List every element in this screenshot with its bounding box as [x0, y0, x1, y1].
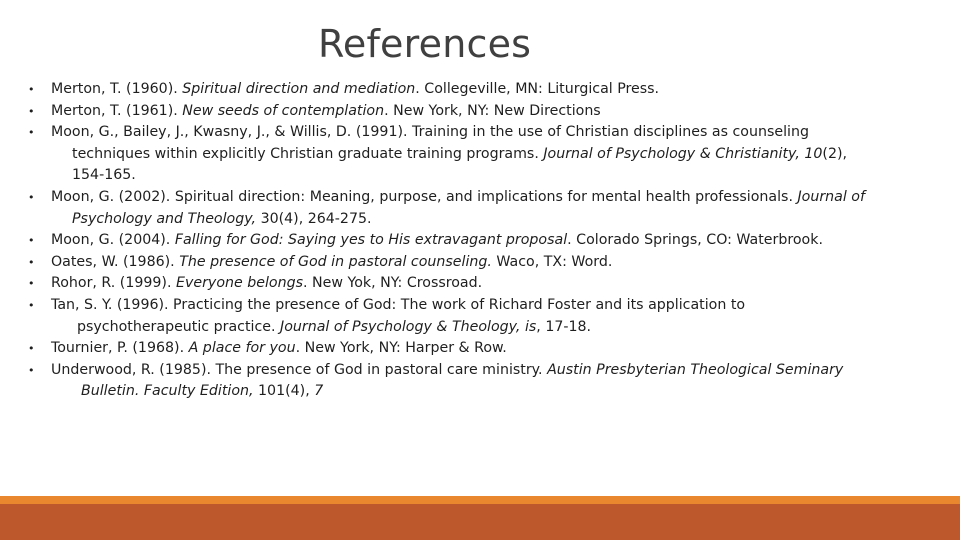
reference-text: Rohor, R. (1999).: [51, 275, 176, 292]
reference-line: [51, 252, 928, 274]
reference-continuation-line: [51, 317, 928, 339]
reference-line: [51, 338, 928, 360]
reference-text: techniques within explicitly Christian graduate training programs.: [72, 145, 544, 162]
reference-text: Underwood, R. (1985). The presence of God in pastoral care ministry.: [51, 361, 548, 378]
reference-text: . New York, NY: Harper & Row.: [295, 340, 507, 357]
reference-italic-text: Everyone belongs: [176, 275, 303, 292]
reference-text: 154-165.: [72, 167, 136, 184]
reference-continuation-line: [51, 209, 928, 231]
reference-list: [28, 79, 928, 403]
reference-item: [28, 230, 928, 252]
reference-italic-text: Spiritual direction and mediation: [182, 81, 416, 97]
slide-title: References: [318, 22, 532, 66]
reference-continuation-line: [51, 144, 928, 166]
reference-italic-text: Journal of Psychology & Theology, is: [280, 318, 537, 335]
footer-accent-bar: [0, 504, 960, 540]
reference-item: [28, 295, 928, 338]
reference-italic-text: 7: [314, 383, 324, 400]
reference-italic-text: A place for you: [188, 340, 296, 357]
reference-text: Tournier, P. (1968).: [51, 340, 189, 357]
reference-italic-text: The presence of God in pastoral counseling.: [179, 253, 492, 270]
reference-line: [51, 295, 928, 317]
reference-continuation-line: [51, 381, 928, 403]
reference-continuation-line: [51, 165, 928, 187]
reference-item: [28, 187, 928, 230]
reference-line: [51, 360, 928, 382]
reference-text: . New Yok, NY: Crossroad.: [302, 275, 483, 292]
reference-text: Moon, G. (2002). Spiritual direction: Meaning, purpose, and implications for mental health professionals.: [51, 188, 798, 205]
reference-line: [51, 101, 928, 123]
reference-line: [51, 230, 928, 252]
reference-item: [28, 273, 928, 295]
reference-italic-text: Psychology and Theology,: [72, 210, 261, 227]
reference-text: , 17-18.: [536, 318, 592, 335]
reference-text: . Collegeville, MN: Liturgical Press.: [415, 81, 660, 97]
reference-line: [51, 122, 928, 144]
reference-text: Merton, T. (1961).: [51, 102, 183, 119]
reference-text: psychotherapeutic practice.: [77, 318, 281, 335]
reference-italic-text: New seeds of contemplation: [182, 102, 385, 119]
reference-line: [51, 187, 928, 209]
reference-item: [28, 101, 928, 123]
reference-text: Moon, G. (2004).: [51, 232, 175, 249]
reference-text: Waco, TX: Word.: [491, 253, 613, 270]
reference-text: 101(4),: [258, 383, 315, 400]
reference-text: . Colorado Springs, CO: Waterbrook.: [567, 232, 823, 249]
reference-text: Tan, S. Y. (1996). Practicing the presence of God: The work of Richard Foster and its application to: [51, 296, 746, 313]
reference-item: [28, 360, 928, 403]
reference-italic-text: Falling for God: Saying yes to His extravagant proposal: [174, 232, 568, 249]
accent-strip: [0, 496, 960, 504]
reference-italic-text: Journal of: [797, 188, 865, 205]
reference-text: 30(4), 264-275.: [260, 210, 372, 227]
reference-item: [28, 252, 928, 274]
reference-text: Oates, W. (1986).: [51, 253, 180, 270]
reference-text: Merton, T. (1960).: [51, 81, 183, 97]
reference-text: (2),: [822, 145, 848, 162]
reference-italic-text: Journal of Psychology & Christianity, 10: [543, 145, 823, 162]
reference-line: [51, 79, 928, 101]
reference-text: Moon, G., Bailey, J., Kwasny, J., & Willis, D. (1991). Training in the use of Christian disciplines as counseling: [51, 124, 809, 141]
reference-item: [28, 122, 928, 187]
reference-item: [28, 338, 928, 360]
reference-italic-text: Bulletin. Faculty Edition,: [81, 383, 259, 400]
reference-item: [28, 79, 928, 101]
reference-italic-text: Austin Presbyterian Theological Seminary: [547, 361, 844, 378]
reference-text: . New York, NY: New Directions: [384, 102, 601, 119]
reference-line: [51, 273, 928, 295]
